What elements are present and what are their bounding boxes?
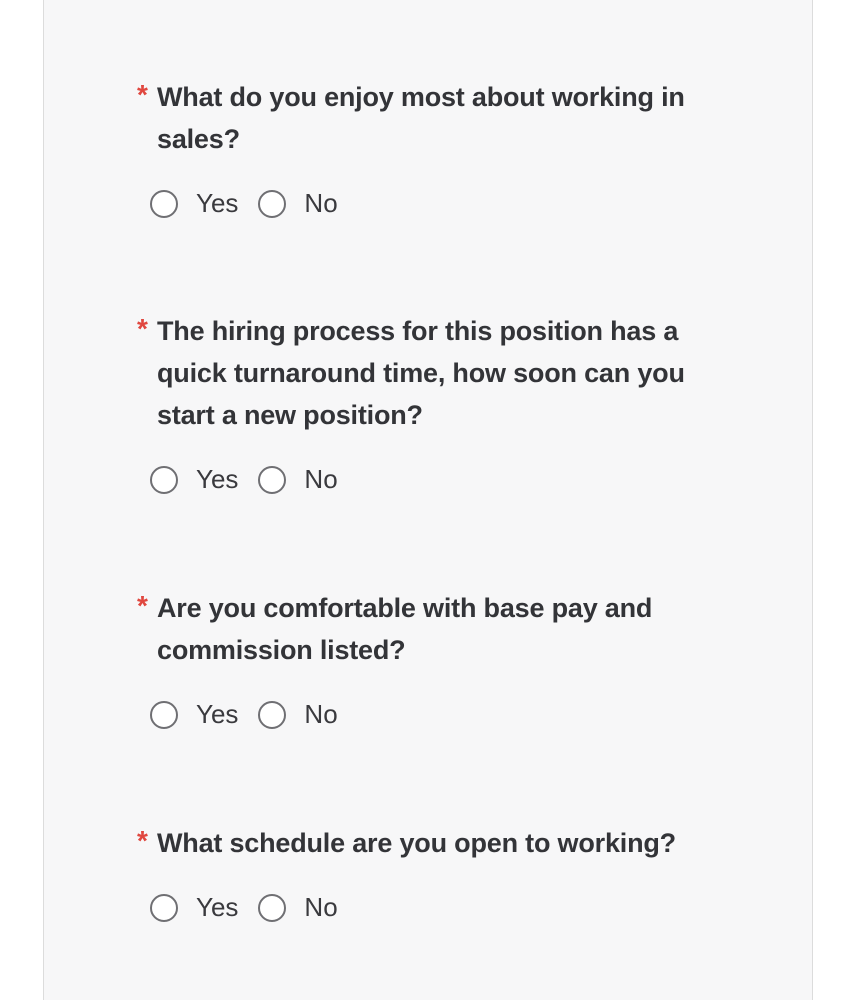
option-no[interactable] — [258, 464, 337, 495]
question-start-timing — [137, 310, 717, 495]
radio-group — [150, 464, 717, 495]
question-prompt — [137, 310, 717, 436]
required-marker: * — [137, 79, 148, 110]
question-prompt — [137, 587, 717, 671]
question-prompt — [137, 822, 717, 864]
radio-button-no[interactable] — [258, 190, 286, 218]
required-marker: * — [137, 590, 148, 621]
option-no-label: No — [304, 699, 338, 729]
question-text: What schedule are you open to working? — [157, 828, 676, 858]
option-yes[interactable] — [150, 892, 238, 923]
option-yes[interactable] — [150, 699, 238, 730]
option-no-label: No — [304, 892, 338, 922]
question-text: What do you enjoy most about working in sales? — [157, 82, 685, 154]
option-yes-label: Yes — [196, 892, 239, 922]
radio-group — [150, 892, 717, 923]
option-no[interactable] — [258, 188, 337, 219]
question-text: Are you comfortable with base pay and commission listed? — [157, 593, 653, 665]
radio-button-no[interactable] — [258, 894, 286, 922]
question-base-pay — [137, 587, 717, 730]
required-marker: * — [137, 825, 148, 856]
radio-button-yes[interactable] — [150, 701, 178, 729]
option-yes[interactable] — [150, 188, 238, 219]
option-yes-label: Yes — [196, 464, 239, 494]
radio-button-yes[interactable] — [150, 190, 178, 218]
question-enjoy-sales — [137, 76, 717, 219]
option-no[interactable] — [258, 892, 337, 923]
radio-button-yes[interactable] — [150, 466, 178, 494]
radio-button-no[interactable] — [258, 466, 286, 494]
question-schedule — [137, 822, 717, 923]
required-marker: * — [137, 313, 148, 344]
question-text: The hiring process for this position has a quick turnaround time, how soon can you start a new position? — [157, 316, 685, 430]
option-yes-label: Yes — [196, 188, 239, 218]
radio-group — [150, 699, 717, 730]
question-prompt — [137, 76, 717, 160]
option-no-label: No — [304, 188, 338, 218]
option-yes-label: Yes — [196, 699, 239, 729]
radio-group — [150, 188, 717, 219]
option-no[interactable] — [258, 699, 337, 730]
radio-button-no[interactable] — [258, 701, 286, 729]
option-no-label: No — [304, 464, 338, 494]
radio-button-yes[interactable] — [150, 894, 178, 922]
option-yes[interactable] — [150, 464, 238, 495]
